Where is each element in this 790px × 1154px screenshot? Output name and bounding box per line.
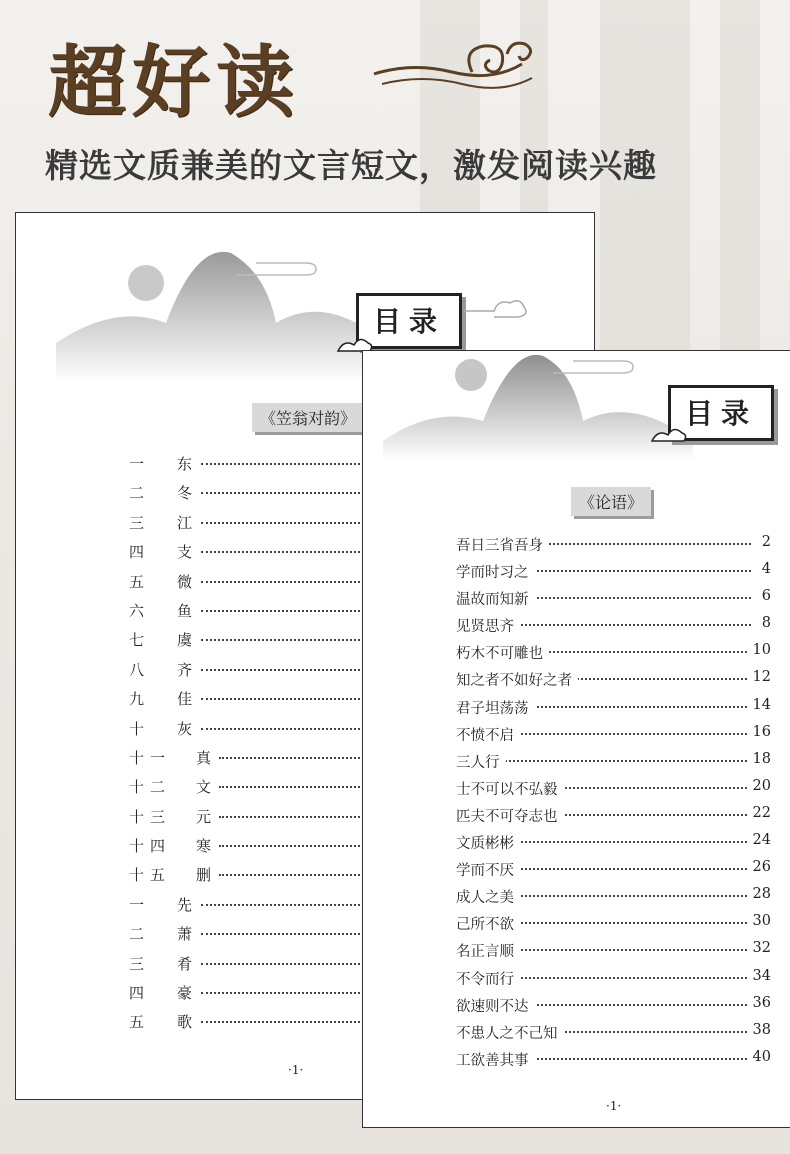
- toc-list: [456, 531, 771, 1073]
- toc-entry: [456, 639, 771, 666]
- cloud-icon: [464, 293, 534, 323]
- entry-title: 元: [196, 807, 212, 826]
- entry-title: 江: [177, 513, 193, 532]
- entry-number: 五: [129, 572, 151, 591]
- entry-title: 东: [177, 455, 193, 473]
- entry-title: 知之者不如好之者: [456, 669, 578, 690]
- entry-page: 24: [747, 832, 771, 848]
- entry-title: 文: [196, 778, 212, 797]
- entry-number: 二: [129, 925, 151, 944]
- entry-number: 一: [129, 455, 151, 473]
- toc-entry: [456, 883, 771, 910]
- entry-page: 34: [747, 968, 771, 984]
- toc-entry: [456, 531, 771, 558]
- entry-title: 朽木不可雕也: [456, 642, 549, 663]
- entry-title: 鱼: [177, 601, 193, 620]
- toc-entry: [456, 856, 771, 883]
- entry-page: 14: [747, 697, 771, 713]
- banner-title: 超好读: [48, 37, 301, 128]
- entry-title: 齐: [177, 660, 193, 679]
- toc-entry: [456, 666, 771, 693]
- entry-number: 十: [129, 719, 151, 738]
- entry-number: 一: [129, 895, 151, 914]
- entry-title: 不愤不启: [456, 724, 520, 745]
- entry-title: 工欲善其事: [456, 1049, 535, 1070]
- toc-entry: [456, 748, 771, 775]
- page-number: ·1·: [606, 1099, 622, 1113]
- toc-entry: [456, 802, 771, 829]
- entry-title: 删: [196, 866, 212, 885]
- entry-title: 豪: [177, 984, 193, 1003]
- entry-title: 萧: [177, 925, 193, 944]
- entry-title: 寒: [196, 837, 212, 856]
- entry-title: 名正言顺: [456, 940, 520, 961]
- entry-title: 支: [177, 543, 193, 562]
- toc-entry: [456, 721, 771, 748]
- entry-number: 七: [129, 631, 151, 650]
- entry-page: 40: [747, 1049, 771, 1065]
- entry-title: 学而时习之: [456, 561, 535, 582]
- entry-title: 君子坦荡荡: [456, 697, 535, 718]
- entry-title: 文质彬彬: [456, 832, 520, 853]
- toc-heading: 目录: [668, 385, 774, 441]
- entry-page: 12: [747, 669, 771, 685]
- entry-number: 六: [129, 601, 151, 620]
- entry-title: 己所不欲: [456, 913, 520, 934]
- page-number: ·1·: [288, 1063, 304, 1077]
- entry-page: 4: [756, 561, 771, 577]
- entry-page: 20: [747, 778, 771, 794]
- entry-page: 36: [747, 995, 771, 1011]
- toc-heading: 目录: [356, 293, 462, 349]
- entry-number: 十四: [129, 837, 172, 856]
- entry-title: 灰: [177, 719, 193, 738]
- entry-number: 四: [129, 984, 151, 1003]
- entry-number: 九: [129, 690, 151, 709]
- entry-number: 十一: [129, 748, 172, 767]
- toc-entry: [456, 910, 771, 937]
- toc-entry: [456, 694, 771, 721]
- toc-entry: [456, 775, 771, 802]
- entry-page: 28: [747, 886, 771, 902]
- entry-title: 歌: [177, 1013, 193, 1032]
- toc-entry: [456, 558, 771, 585]
- entry-title: 先: [177, 895, 193, 914]
- entry-title: 不令而行: [456, 968, 520, 989]
- entry-title: 温故而知新: [456, 588, 535, 609]
- entry-page: 18: [747, 751, 771, 767]
- entry-title: 虞: [177, 631, 193, 650]
- entry-title: 微: [177, 572, 193, 591]
- toc-entry: [456, 937, 771, 964]
- entry-page: 30: [747, 913, 771, 929]
- entry-title: 成人之美: [456, 886, 520, 907]
- toc-page-right: [362, 350, 790, 1128]
- entry-page: 26: [747, 859, 771, 875]
- auspicious-cloud-icon: [372, 34, 542, 104]
- cloud-icon: [650, 425, 690, 447]
- entry-page: 10: [747, 642, 771, 658]
- entry-title: 士不可以不弘毅: [456, 778, 564, 799]
- entry-number: 十五: [129, 866, 172, 885]
- entry-title: 真: [196, 748, 212, 767]
- entry-title: 佳: [177, 690, 193, 709]
- entry-title: 吾日三省吾身: [456, 534, 549, 555]
- entry-number: 四: [129, 543, 151, 562]
- toc-entry: [456, 965, 771, 992]
- toc-entry: [456, 1046, 771, 1073]
- section-title: 《笠翁对韵》: [252, 403, 364, 432]
- section-title: 《论语》: [571, 487, 651, 516]
- entry-page: 8: [756, 615, 771, 631]
- toc-entry: [456, 612, 771, 639]
- entry-number: 三: [129, 513, 151, 532]
- toc-entry: [456, 585, 771, 612]
- wood-grain: [720, 0, 760, 360]
- entry-number: 八: [129, 660, 151, 679]
- entry-title: 匹夫不可夺志也: [456, 805, 564, 826]
- entry-page: 38: [747, 1022, 771, 1038]
- entry-page: 16: [747, 724, 771, 740]
- entry-page: 32: [747, 940, 771, 956]
- entry-title: 见贤思齐: [456, 615, 520, 636]
- entry-number: 五: [129, 1013, 151, 1032]
- entry-page: 2: [756, 534, 771, 550]
- banner-subtitle: 精选文质兼美的文言短文，激发阅读兴趣: [45, 146, 657, 185]
- entry-title: 学而不厌: [456, 859, 520, 880]
- entry-number: 二: [129, 484, 151, 503]
- toc-entry: [456, 1019, 771, 1046]
- entry-page: 22: [747, 805, 771, 821]
- toc-entry: [456, 829, 771, 856]
- entry-number: 十三: [129, 807, 172, 826]
- entry-title: 冬: [177, 484, 193, 503]
- entry-number: 三: [129, 954, 151, 973]
- entry-title: 不患人之不己知: [456, 1022, 564, 1043]
- entry-page: 6: [756, 588, 771, 604]
- entry-title: 肴: [177, 954, 193, 973]
- entry-title: 三人行: [456, 751, 506, 772]
- entry-number: 十二: [129, 778, 172, 797]
- toc-entry: [456, 992, 771, 1019]
- entry-title: 欲速则不达: [456, 995, 535, 1016]
